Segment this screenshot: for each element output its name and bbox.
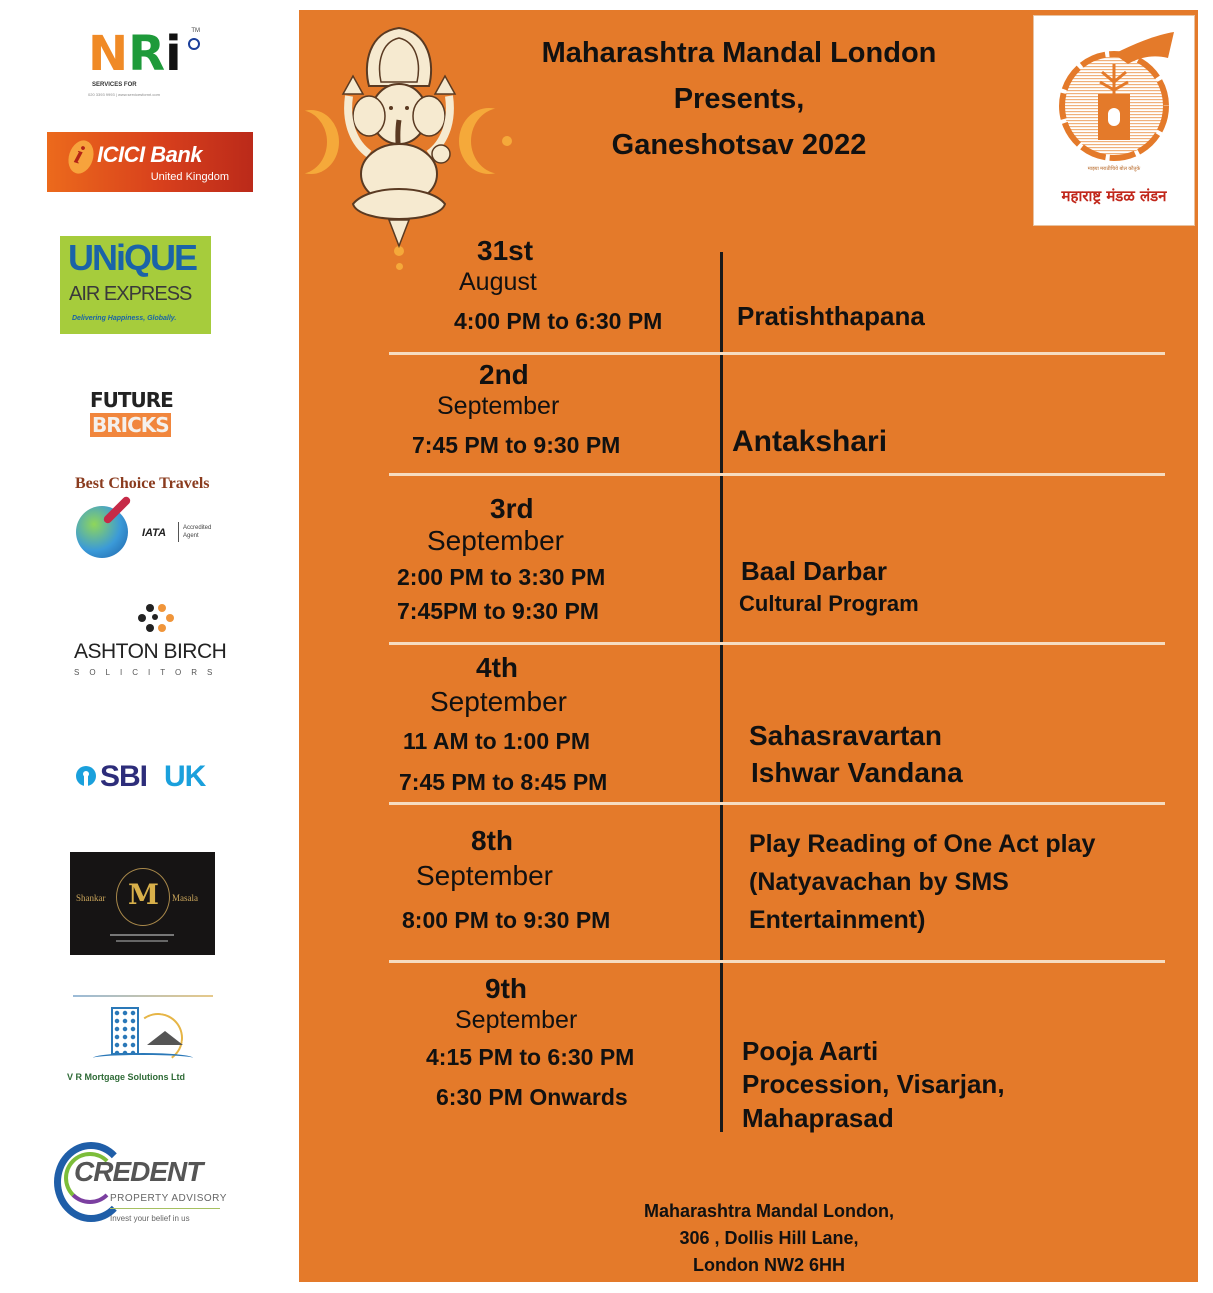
event-name: Pooja Aarti xyxy=(742,1036,879,1066)
unique-sub: AIR EXPRESS xyxy=(69,283,192,305)
decorative-line xyxy=(73,995,213,997)
venue-address xyxy=(529,1198,1009,1279)
sbi-country: UK xyxy=(164,760,206,793)
ashton-sub: SOLICITORS xyxy=(74,668,223,677)
mandal-logo xyxy=(1033,15,1195,226)
iata-mark: IATA xyxy=(142,527,167,539)
nri-footer: 020 3393 9993 | www.servicesfornri.com xyxy=(88,92,160,97)
event-month: September xyxy=(430,686,567,717)
event-time: 11 AM to 1:00 PM xyxy=(403,728,591,754)
event-time: 4:00 PM to 6:30 PM xyxy=(454,308,663,334)
nri-letter-i: i xyxy=(165,26,182,82)
sponsor-logo-credent xyxy=(54,1142,229,1232)
schedule-row-date xyxy=(424,652,614,720)
event-name-continued: Entertainment) xyxy=(749,906,926,934)
event-time: 2:00 PM to 3:30 PM xyxy=(397,564,606,590)
decorative-dot xyxy=(396,263,403,270)
chakra-icon xyxy=(188,38,200,50)
icici-i-icon xyxy=(64,137,97,177)
event-name-continued: Mahaprasad xyxy=(742,1103,894,1133)
sponsor-logo-masala xyxy=(70,852,215,955)
sponsor-logo-best-choice-travels xyxy=(70,472,240,567)
event-name: Baal Darbar xyxy=(741,556,887,586)
future-line2: BRICKS xyxy=(92,413,169,437)
event-time: 7:45 PM to 9:30 PM xyxy=(412,432,621,458)
credent-sub: PROPERTY ADVISORY xyxy=(110,1193,227,1204)
sbi-keyhole-icon xyxy=(76,766,96,786)
event-day: 31st xyxy=(477,235,534,266)
masala-left-text: Shankar xyxy=(76,893,106,903)
title-line-organisation: Maharashtra Mandal London xyxy=(541,37,937,69)
event-month: September xyxy=(455,1006,578,1034)
row-divider xyxy=(389,642,1165,645)
event-name-continued: Procession, Visarjan, xyxy=(742,1069,1005,1099)
event-time: 7:45 PM to 8:45 PM xyxy=(399,769,608,795)
event-month: September xyxy=(427,525,564,556)
event-month: August xyxy=(459,268,537,296)
schedule-row-date xyxy=(449,235,579,297)
mandal-emblem-icon xyxy=(1042,24,1186,164)
house-roof-icon xyxy=(147,1031,183,1045)
event-day: 4th xyxy=(476,652,518,683)
building-icon xyxy=(111,1007,139,1055)
schedule-row-date xyxy=(409,825,609,895)
divider xyxy=(178,522,179,542)
emblem-letter: M xyxy=(128,878,159,911)
vr-name: V R Mortgage Solutions Ltd xyxy=(67,1072,185,1082)
row-divider xyxy=(389,802,1165,805)
event-name-continued: (Natyavachan by SMS xyxy=(749,868,1009,896)
credent-tagline: Invest your belief in us xyxy=(110,1214,190,1223)
event-poster xyxy=(299,10,1198,1282)
divider xyxy=(110,1208,220,1209)
address-line-street: 306 , Dollis Hill Lane, xyxy=(679,1228,859,1248)
sponsor-logo-sbi-uk xyxy=(74,758,224,794)
sponsor-logo-icici-bank xyxy=(47,132,253,192)
event-day: 8th xyxy=(471,825,513,856)
schedule-row-date xyxy=(439,973,619,1035)
unique-name: UNiQUE xyxy=(68,237,197,278)
nri-band-text: SERVICES FOR xyxy=(92,82,137,88)
poster-title xyxy=(469,30,1009,168)
event-day: 9th xyxy=(485,973,527,1004)
nri-wordmark xyxy=(88,28,182,80)
schedule-row-date xyxy=(429,359,599,421)
event-name: Pratishthapana xyxy=(737,301,925,331)
sponsor-logo-services-for-nri xyxy=(88,28,200,104)
decorative-line xyxy=(110,934,174,936)
event-name: Antakshari xyxy=(732,425,888,458)
address-line-organisation: Maharashtra Mandal London, xyxy=(643,1201,895,1221)
event-time: 7:45PM to 9:30 PM xyxy=(397,598,599,624)
sponsor-logo-ashton-birch xyxy=(70,604,240,684)
row-divider xyxy=(389,960,1165,963)
schedule-row-date xyxy=(424,494,614,558)
sponsor-logo-vr-mortgage xyxy=(65,995,223,1085)
credent-name: CREDENT xyxy=(74,1156,203,1187)
event-day: 3rd xyxy=(490,493,534,524)
logo-tagline: माझ्या मराठीचिये बोल कौतुके xyxy=(1087,166,1141,172)
best-choice-name: Best Choice Travels xyxy=(75,475,210,492)
logo-marathi-name: महाराष्ट्र मंडळ लंडन xyxy=(1061,187,1167,205)
nri-letter-n: N xyxy=(88,26,129,82)
trademark-mark: TM xyxy=(191,28,200,34)
icici-name: ICICI Bank xyxy=(97,142,203,167)
nri-letter-r: R xyxy=(128,26,166,82)
wave-icon xyxy=(93,1053,193,1063)
event-month: September xyxy=(416,860,553,891)
ashton-dots-icon xyxy=(138,604,178,634)
accredited-agent-text: Accredited Agent xyxy=(183,525,212,539)
title-line-presents: Presents, xyxy=(673,83,805,115)
schedule-column-divider xyxy=(720,252,723,1132)
event-time: 4:15 PM to 6:30 PM xyxy=(426,1044,635,1070)
event-day: 2nd xyxy=(479,359,529,390)
title-line-event: Ganeshotsav 2022 xyxy=(611,129,867,161)
sponsor-logo-future-bricks xyxy=(90,388,194,440)
event-name: Play Reading of One Act play xyxy=(749,830,1096,858)
sponsor-logo-unique-air-express xyxy=(60,236,211,334)
row-divider xyxy=(389,352,1165,355)
event-name: Cultural Program xyxy=(739,591,919,616)
event-time: 6:30 PM Onwards xyxy=(436,1084,628,1110)
ganesha-illustration xyxy=(329,24,469,250)
event-month: September xyxy=(437,392,560,420)
event-name: Sahasravartan xyxy=(749,720,943,751)
crescent-moon-icon xyxy=(299,110,327,174)
ashton-name: ASHTON BIRCH xyxy=(74,640,227,663)
unique-tagline: Delivering Happiness, Globally. xyxy=(72,315,177,322)
globe-icon xyxy=(76,506,128,558)
icici-sub: United Kingdom xyxy=(150,171,229,183)
sbi-name: SBI xyxy=(100,760,148,793)
future-line1: FUTURE xyxy=(90,388,173,412)
masala-right-text: Masala xyxy=(172,893,198,903)
event-name: Ishwar Vandana xyxy=(751,757,963,788)
row-divider xyxy=(389,473,1165,476)
event-time: 8:00 PM to 9:30 PM xyxy=(402,907,611,933)
decorative-line xyxy=(116,940,168,942)
address-line-city: London NW2 6HH xyxy=(693,1255,845,1275)
